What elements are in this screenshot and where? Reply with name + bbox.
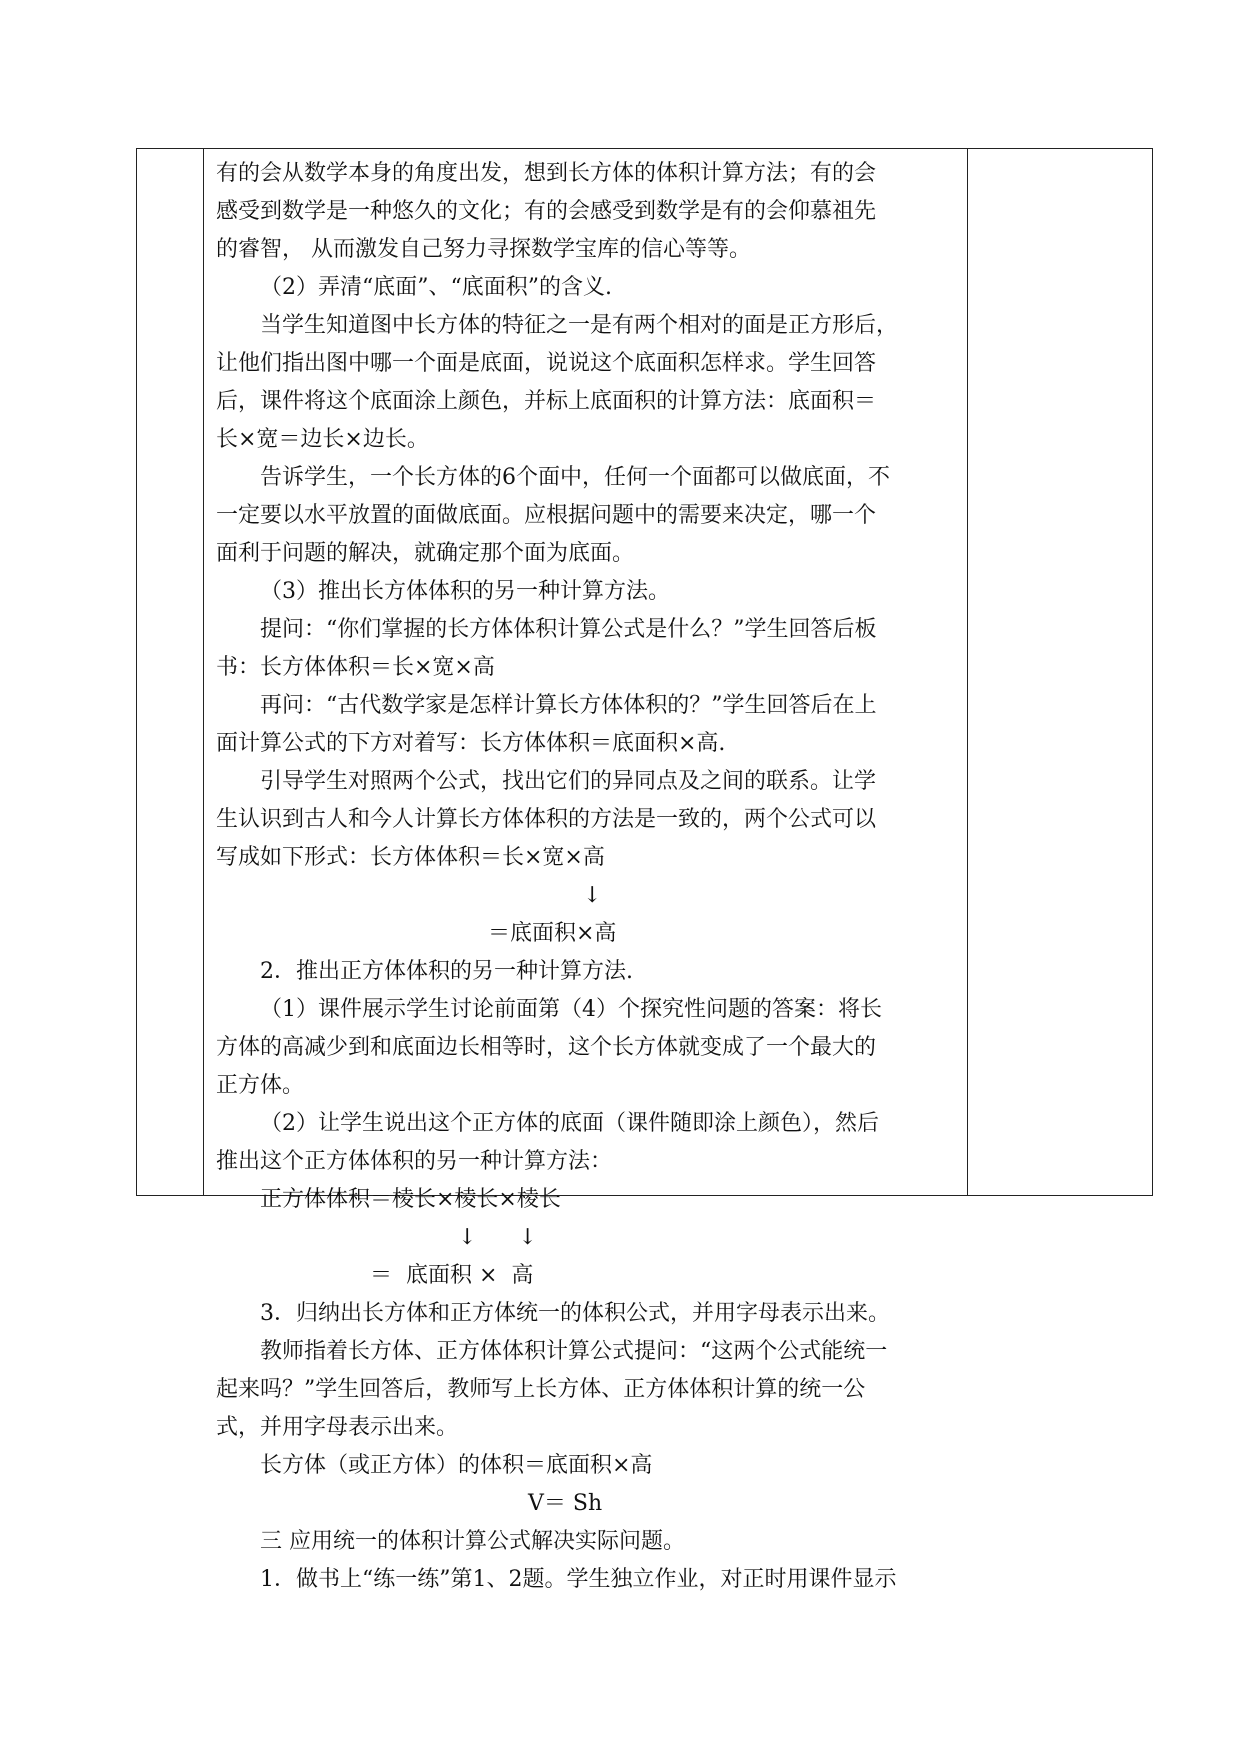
text-line: 书：长方体体积＝长×宽×高 xyxy=(216,655,495,680)
text-line: 有的会从数学本身的角度出发，想到长方体的体积计算方法；有的会 xyxy=(216,161,877,186)
text-line: 推出这个正方体体积的另一种计算方法： xyxy=(216,1149,613,1174)
text-line: 3．归纳出长方体和正方体统一的体积公式，并用字母表示出来。 xyxy=(260,1301,890,1326)
text-line: 后，课件将这个底面涂上颜色，并标上底面积的计算方法：底面积＝ xyxy=(216,389,877,414)
arrow-line: ↓ ↓ xyxy=(458,1225,537,1250)
text-line: 起来吗？”学生回答后，教师写上长方体、正方体体积计算的统一公 xyxy=(216,1377,866,1402)
text-line: 一定要以水平放置的面做底面。应根据问题中的需要来决定，哪一个 xyxy=(216,503,877,528)
text-line: 的睿智， 从而激发自己努力寻探数学宝库的信心等等。 xyxy=(216,237,751,262)
text-line: 让他们指出图中哪一个面是底面，说说这个底面积怎样求。学生回答 xyxy=(216,351,877,376)
text-line: 当学生知道图中长方体的特征之一是有两个相对的面是正方形后， xyxy=(260,313,899,338)
text-line: 面利于问题的解决，就确定那个面为底面。 xyxy=(216,541,635,566)
text-line: 教师指着长方体、正方体体积计算公式提问：“这两个公式能统一 xyxy=(260,1339,888,1364)
text-line: 式，并用字母表示出来。 xyxy=(216,1415,459,1440)
main-content-column xyxy=(216,155,968,1599)
formula-line: ＝底面积×高 xyxy=(488,921,617,946)
text-line: 方体的高减少到和底面边长相等时，这个长方体就变成了一个最大的 xyxy=(216,1035,877,1060)
formula-line: V＝ Sh xyxy=(528,1491,603,1516)
text-line: 2．推出正方体体积的另一种计算方法. xyxy=(260,959,633,984)
text-line: 长方体（或正方体）的体积＝底面积×高 xyxy=(260,1453,653,1478)
text-line: （1）课件展示学生讨论前面第（4）个探究性问题的答案：将长 xyxy=(260,997,882,1022)
text-line: 写成如下形式：长方体体积＝长×宽×高 xyxy=(216,845,605,870)
document-table xyxy=(136,148,1153,1592)
text-line: 感受到数学是一种悠久的文化；有的会感受到数学是有的会仰慕祖先 xyxy=(216,199,877,224)
text-line: （3）推出长方体体积的另一种计算方法。 xyxy=(260,579,670,604)
text-line: 正方体。 xyxy=(216,1073,305,1098)
text-line: 三 应用统一的体积计算公式解决实际问题。 xyxy=(260,1529,685,1554)
text-line: 正方体体积＝棱长×棱长×棱长 xyxy=(260,1187,561,1212)
arrow-line: ↓ xyxy=(583,883,602,908)
text-line: 生认识到古人和今人计算长方体体积的方法是一致的，两个公式可以 xyxy=(216,807,877,832)
text-line: 提问：“你们掌握的长方体体积计算公式是什么？”学生回答后板 xyxy=(260,617,877,642)
text-line: 1．做书上“练一练”第1、2题。学生独立作业，对正时用课件显示 xyxy=(260,1567,897,1592)
text-line: （2）让学生说出这个正方体的底面（课件随即涂上颜色），然后 xyxy=(260,1111,879,1136)
column-divider-1 xyxy=(203,149,204,1195)
text-line: （2）弄清“底面”、“底面积”的含义. xyxy=(260,275,612,300)
text-line: 再问：“古代数学家是怎样计算长方体体积的？”学生回答后在上 xyxy=(260,693,877,718)
text-line: 引导学生对照两个公式，找出它们的异同点及之间的联系。让学 xyxy=(260,769,877,794)
text-line: 长×宽＝边长×边长。 xyxy=(216,427,429,452)
text-line: 告诉学生，一个长方体的6个面中，任何一个面都可以做底面，不 xyxy=(260,465,890,490)
text-line: 面计算公式的下方对着写：长方体体积＝底面积×高. xyxy=(216,731,726,756)
formula-line: ＝ 底面积 × 高 xyxy=(370,1263,534,1288)
